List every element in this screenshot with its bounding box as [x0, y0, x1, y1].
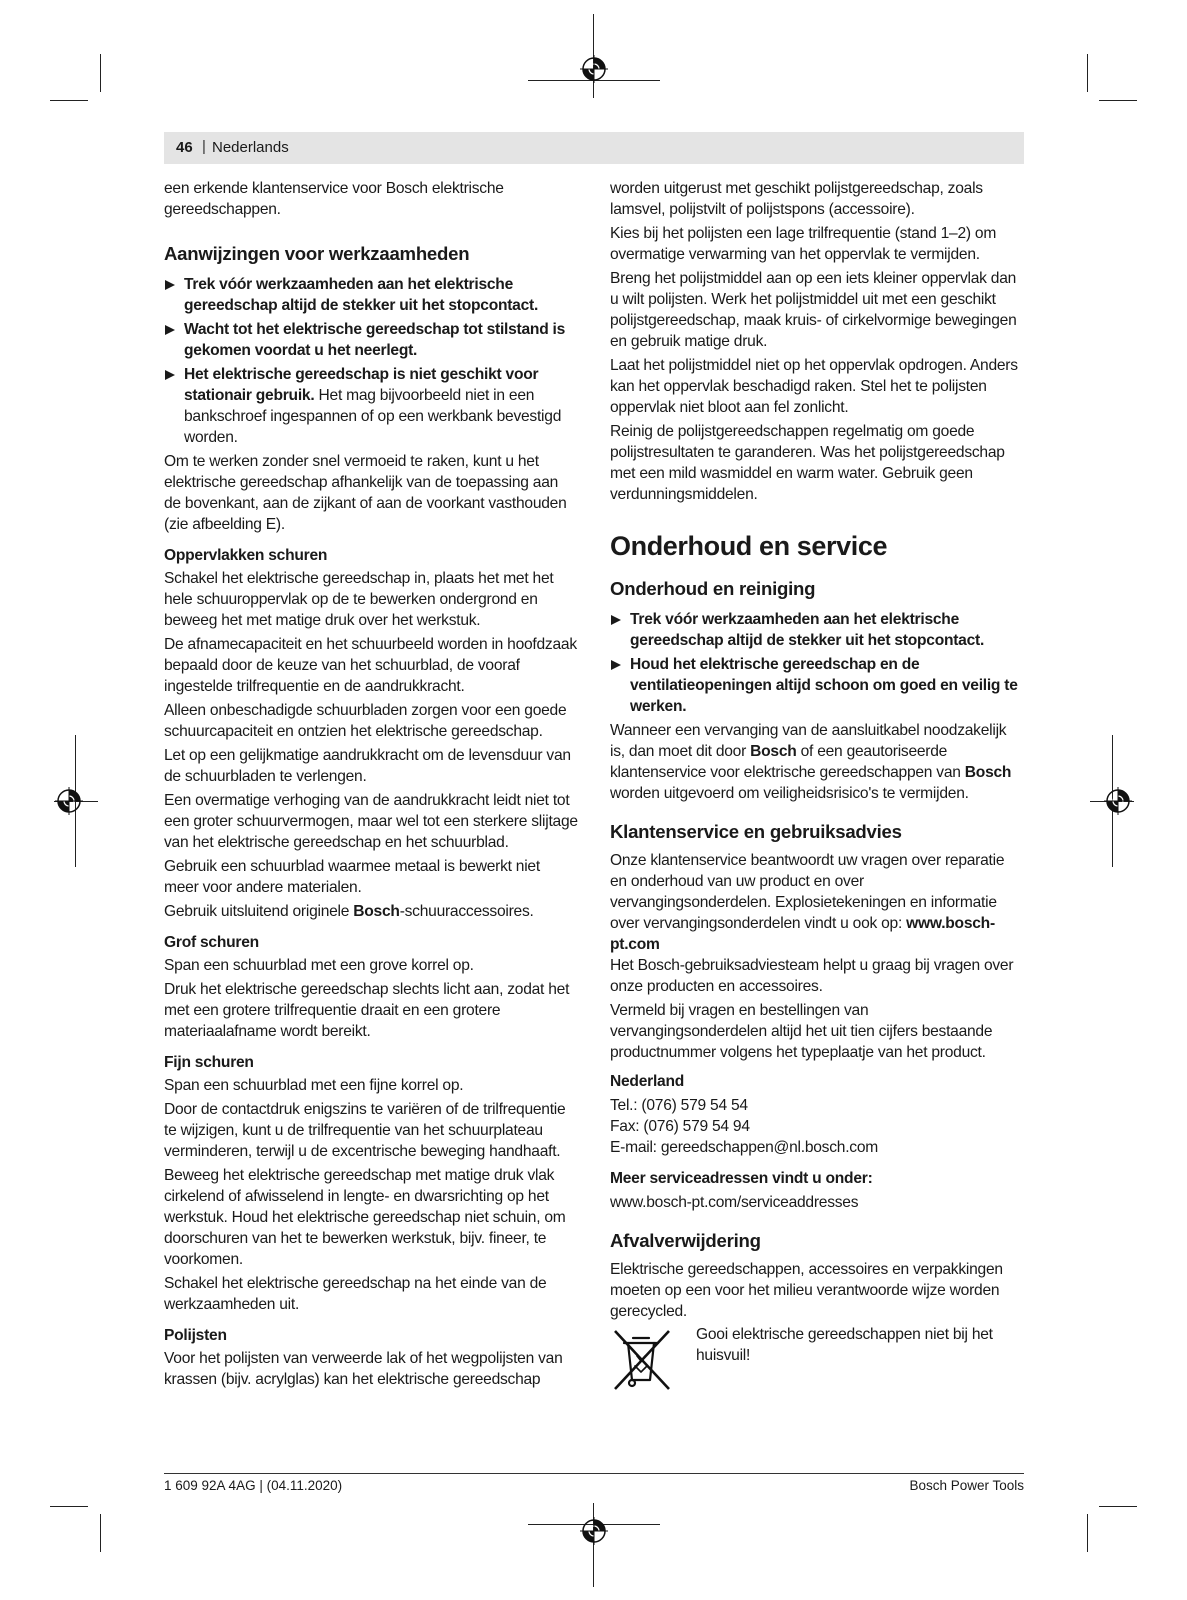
warning-bullet [164, 319, 578, 361]
subsection-heading: Polijsten [164, 1327, 227, 1344]
paragraph: Het Bosch-gebruiksadviesteam helpt u graag bij vragen over onze producten en accessoires. [610, 957, 1014, 995]
warning-bullet [610, 609, 1024, 651]
bullet-text-bold: Het elektrische gereedschap is niet geschikt voor stationair gebruik. [184, 366, 539, 404]
paragraph: Laat het polijstmiddel niet op het oppervlak opdrogen. Anders kan het oppervlak beschadigd raken. Stel het te polijsten oppervlak niet bloot aan fel zonlicht. [610, 357, 1018, 416]
subsection-heading: Meer serviceadressen vindt u onder: [610, 1170, 873, 1187]
phone-number: Tel.: (076) 579 54 54 [610, 1097, 748, 1114]
paragraph: Span een schuurblad met een grove korrel op. [164, 957, 474, 974]
page-number: 46 [176, 139, 193, 156]
bullet-triangle-icon [165, 370, 175, 380]
crop-mark [1087, 54, 1088, 92]
crop-mark [50, 100, 88, 101]
registration-mark-icon [580, 55, 608, 83]
paragraph: Om te werken zonder snel vermoeid te raken, kunt u het elektrische gereedschap afhankelijk van de toepassing aan de bovenkant, aan de zijkant of aan de voorkant vasthouden (zie afbeelding E). [164, 453, 567, 533]
paragraph [610, 850, 1024, 955]
section-heading: Aanwijzingen voor werkzaamheden [164, 243, 470, 264]
page-header [164, 132, 1024, 164]
paragraph: worden uitgerust met geschikt polijstgereedschap, zoals lamsvel, polijstvilt of polijstspons (accessoire). [610, 180, 983, 218]
paragraph: Breng het polijstmiddel aan op een iets kleiner oppervlak dan u wilt polijsten. Werk het polijstmiddel uit met een geschikt polijstgereedschap, maak kruis- of cirkelvormige bewegingen en gebruik matige druk. [610, 270, 1017, 350]
brand-name: Bosch [964, 764, 1012, 781]
paragraph: Schakel het elektrische gereedschap in, plaats het met het hele schuuroppervlak op de te bewerken ondergrond en beweeg het met matige druk over het werkstuk. [164, 570, 554, 629]
crop-mark [593, 1503, 594, 1587]
crop-mark [1099, 100, 1137, 101]
header-language: Nederlands [212, 139, 289, 156]
brand-name: Bosch [750, 743, 797, 760]
bullet-triangle-icon [165, 280, 175, 290]
paragraph: Een overmatige verhoging van de aandrukkracht leidt niet tot een groter schuurvermogen, maar wel tot een sterkere slijtage van het elektrische gereedschap en het schuurblad. [164, 792, 578, 851]
paragraph: Gebruik een schuurblad waarmee metaal is bewerkt niet meer voor andere materialen. [164, 858, 540, 896]
subsection-heading: Grof schuren [164, 934, 259, 951]
subsection-heading: Fijn schuren [164, 1054, 254, 1071]
text-run: Wanneer een vervanging van de aansluitkabel noodzakelijk is, dan moet dit door [610, 722, 1007, 760]
paragraph: Kies bij het polijsten een lage trilfrequentie (stand 1–2) om overmatige verwarming van het oppervlak te vermijden. [610, 225, 997, 263]
paragraph: Span een schuurblad met een fijne korrel op. [164, 1077, 464, 1094]
bullet-text: Wacht tot het elektrische gereedschap tot stilstand is gekomen voordat u het neerlegt. [184, 321, 566, 359]
paragraph: Reinig de polijstgereedschappen regelmatig om goede polijstresultaten te garanderen. Was het polijstgereedschap met een mild wasmiddel en warm water. Gebruik geen verdunningsmiddelen. [610, 423, 1005, 503]
crop-mark [1099, 1506, 1137, 1507]
section-heading: Klantenservice en gebruiksadvies [610, 821, 902, 842]
text-run: Gebruik uitsluitend originele [164, 903, 354, 920]
footer-doc-code: 1 609 92A 4AG | (04.11.2020) [164, 1478, 343, 1493]
crop-mark [100, 54, 101, 92]
right-column [610, 178, 1024, 1396]
section-heading: Afvalverwijdering [610, 1230, 761, 1251]
registration-mark-icon [580, 1517, 608, 1545]
text-run: -schuuraccessoires. [399, 903, 534, 920]
crop-mark [50, 1506, 88, 1507]
text-run: of een geautoriseerde klantenservice voor elektrische gereedschappen van [610, 743, 965, 781]
footer-brand: Bosch Power Tools [909, 1478, 1024, 1493]
website-link[interactable]: www.bosch-pt.com [610, 915, 995, 953]
bullet-text: Het mag bijvoorbeeld niet in een bankschroef ingespannen of op een werkbank bevestigd worden. [184, 387, 562, 446]
paragraph: Beweeg het elektrische gereedschap met matige druk vlak cirkelend of afwisselend in lengte- en dwarsrichting op het werkstuk. Houd het elektrische gereedschap niet schuin, om doorschuren van het te bewerken werkstuk, bijv. fineer, te voorkomen. [164, 1167, 566, 1268]
paragraph: Elektrische gereedschappen, accessoires en verpakkingen moeten op een voor het milieu verantwoorde wijze worden gerecycled. [610, 1261, 1003, 1320]
registration-mark-icon [1104, 787, 1132, 815]
warning-bullet [164, 364, 578, 448]
text-run: Onze klantenservice beantwoordt uw vragen over reparatie en onderhoud van uw product en over vervangingsonderdelen. Explosietekeningen en informatie over vervangingsonderdelen vindt u ook op: [610, 852, 1005, 932]
fax-number: Fax: (076) 579 54 94 [610, 1118, 750, 1135]
paragraph: een erkende klantenservice voor Bosch elektrische gereedschappen. [164, 180, 504, 218]
text-run: worden uitgevoerd om veiligheidsrisico's te vermijden. [610, 785, 969, 802]
paragraph: Vermeld bij vragen en bestellingen van vervangingsonderdelen altijd het uit tien cijfers bestaande productnummer volgens het typeplaatje van het product. [610, 1002, 993, 1061]
header-separator: | [202, 138, 206, 155]
section-heading: Onderhoud en reiniging [610, 578, 816, 599]
crop-mark [1087, 1514, 1088, 1552]
brand-name: Bosch [353, 903, 400, 920]
warning-bullet [164, 274, 578, 316]
bullet-text: Houd het elektrische gereedschap en de ventilatieopeningen altijd schoon om goed en veilig te werken. [630, 656, 1018, 715]
left-column [164, 178, 578, 1393]
registration-mark-icon [55, 787, 83, 815]
crop-mark [100, 1514, 101, 1552]
service-url-link[interactable]: www.bosch-pt.com/serviceaddresses [610, 1194, 859, 1211]
weee-notice [610, 1324, 1024, 1396]
paragraph: Door de contactdruk enigszins te variëren of de trilfrequentie te wijzigen, kunt u de trilfrequentie van het schuurplateau verminderen, terwijl u de excentrische beweging handhaaft. [164, 1101, 566, 1160]
subsection-heading: Oppervlakken schuren [164, 547, 328, 564]
chapter-heading: Onderhoud en service [610, 531, 888, 561]
bullet-triangle-icon [611, 615, 621, 625]
weee-text: Gooi elektrische gereedschappen niet bij het huisvuil! [696, 1326, 993, 1364]
paragraph: Druk het elektrische gereedschap slechts licht aan, zodat het met een grotere trilfrequentie draait en een grotere materiaalafname wordt bereikt. [164, 981, 570, 1040]
paragraph [164, 901, 578, 922]
bullet-text: Trek vóór werkzaamheden aan het elektrische gereedschap altijd de stekker uit het stopcontact. [184, 276, 539, 314]
warning-bullet [610, 654, 1024, 717]
paragraph: Schakel het elektrische gereedschap na het einde van de werkzaamheden uit. [164, 1275, 547, 1313]
bullet-text: Trek vóór werkzaamheden aan het elektrische gereedschap altijd de stekker uit het stopcontact. [630, 611, 985, 649]
paragraph: Let op een gelijkmatige aandrukkracht om de levensduur van de schuurbladen te verlengen. [164, 747, 571, 785]
crossed-out-wheelie-bin-icon [612, 1328, 672, 1392]
paragraph: Voor het polijsten van verweerde lak of het wegpolijsten van krassen (bijv. acrylglas) kan het elektrische gereedschap [164, 1350, 563, 1388]
footer-rule [164, 1473, 1024, 1474]
paragraph [610, 720, 1024, 804]
paragraph: De afnamecapaciteit en het schuurbeeld worden in hoofdzaak bepaald door de keuze van het schuurblad, de vooraf ingestelde trilfrequentie en de aandrukkracht. [164, 636, 577, 695]
bullet-triangle-icon [165, 325, 175, 335]
country-heading: Nederland [610, 1073, 685, 1090]
email-address[interactable]: E-mail: gereedschappen@nl.bosch.com [610, 1139, 878, 1156]
bullet-triangle-icon [611, 660, 621, 670]
paragraph: Alleen onbeschadigde schuurbladen zorgen voor een goede schuurcapaciteit en ontzien het elektrische gereedschap. [164, 702, 567, 740]
